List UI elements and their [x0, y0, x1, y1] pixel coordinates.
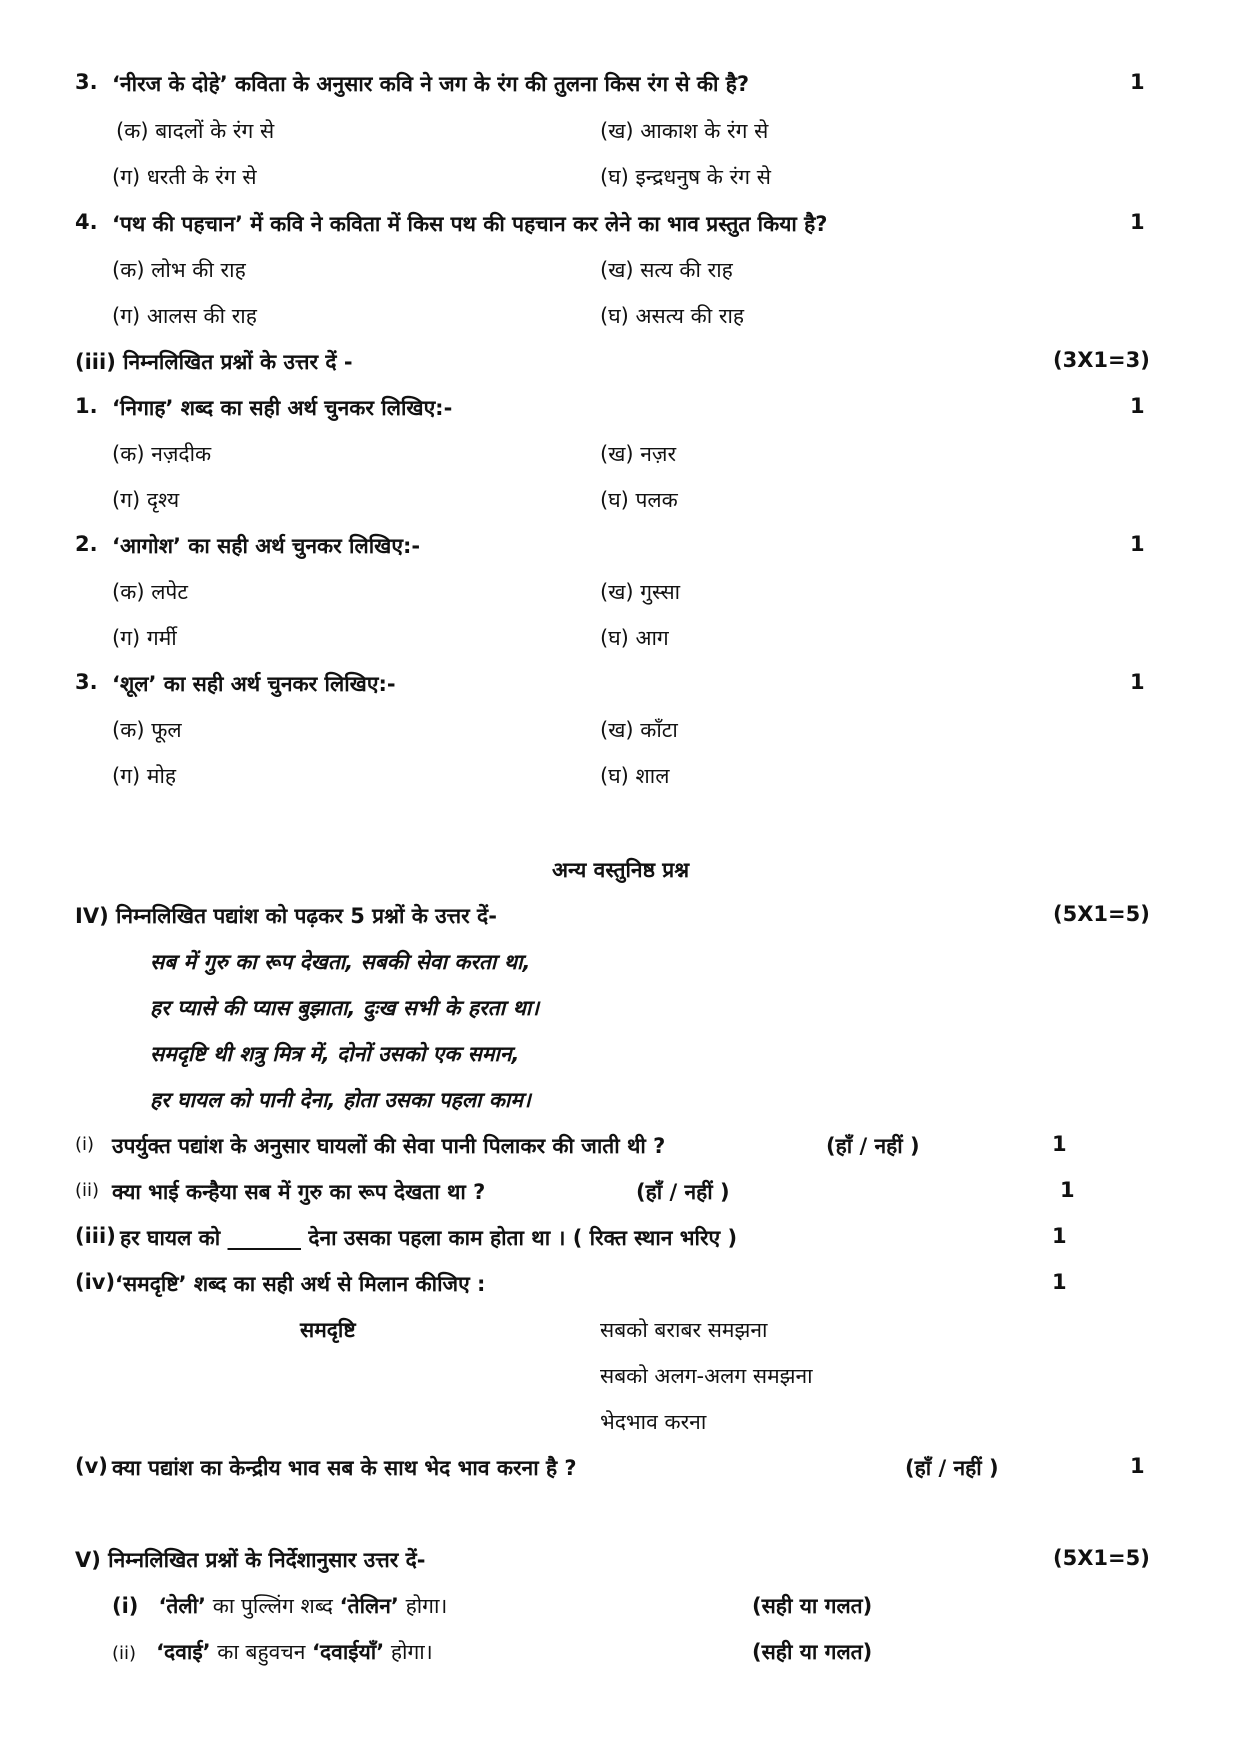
- question-marks: 1: [1052, 1270, 1067, 1294]
- question-text: ‘समदृष्टि’ शब्द का सही अर्थ से मिलान कीजिए :: [115, 1272, 486, 1296]
- section-iii-marks: (3X1=3): [1053, 348, 1150, 372]
- question-marks: 1: [1060, 1178, 1075, 1202]
- question-text: क्या पद्यांश का केन्द्रीय भाव सब के साथ भेद भाव करना है ?: [112, 1456, 577, 1480]
- option-kha: (ख) नज़र: [600, 442, 677, 466]
- question-number: 2.: [75, 532, 98, 556]
- statement-text: का पुल्लिंग शब्द: [206, 1594, 340, 1618]
- option-ka: (क) बादलों के रंग से: [116, 119, 275, 143]
- poem-line: सब में गुरु का रूप देखता, सबकी सेवा करता था,: [150, 950, 531, 974]
- question-number: (v): [75, 1454, 108, 1478]
- question-number: (ii): [112, 1643, 137, 1664]
- option-ga: (ग) आलस की राह: [112, 304, 257, 328]
- section-v-marks: (5X1=5): [1053, 1546, 1150, 1570]
- question-text: ‘शूल’ का सही अर्थ चुनकर लिखिए:-: [112, 672, 396, 696]
- quoted-word: ‘तेली’: [158, 1594, 207, 1618]
- section-iv-heading: IV) निम्नलिखित पद्यांश को पढ़कर 5 प्रश्नों के उत्तर दें-: [75, 904, 497, 928]
- question-marks: 1: [1130, 210, 1145, 234]
- option-ga: (ग) धरती के रंग से: [112, 165, 257, 189]
- option-ka: (क) लोभ की राह: [112, 258, 246, 282]
- question-text: क्या भाई कन्हैया सब में गुरु का रूप देखता था ?: [112, 1180, 486, 1204]
- option-ka: (क) फूल: [112, 718, 182, 742]
- question-number: 3.: [75, 70, 98, 94]
- true-false-item: [112, 1592, 447, 1620]
- question-number: 3.: [75, 670, 98, 694]
- match-option: सबको अलग-अलग समझना: [600, 1364, 813, 1388]
- section-v-heading: V) निम्नलिखित प्रश्नों के निर्देशानुसार उत्तर दें-: [75, 1548, 426, 1572]
- match-option: भेदभाव करना: [600, 1410, 707, 1434]
- option-ga: (ग) दृश्य: [112, 488, 180, 512]
- poem-line: हर प्यासे की प्यास बुझाता, दुःख सभी के हरता था।: [150, 996, 540, 1020]
- option-kha: (ख) काँटा: [600, 718, 678, 742]
- option-gha: (घ) आग: [600, 626, 669, 650]
- option-ga: (ग) मोह: [112, 764, 177, 788]
- question-marks: 1: [1130, 70, 1145, 94]
- match-option: सबको बराबर समझना: [600, 1318, 768, 1342]
- true-false-item: [112, 1638, 433, 1666]
- statement-text: का बहुवचन: [210, 1640, 313, 1664]
- option-gha: (घ) पलक: [600, 488, 678, 512]
- question-marks: 1: [1052, 1132, 1067, 1156]
- question-text: ‘आगोश’ का सही अर्थ चुनकर लिखिए:-: [112, 534, 421, 558]
- question-number: (i): [112, 1594, 139, 1618]
- quoted-word: ‘तेलिन’: [339, 1594, 399, 1618]
- question-text: ‘नीरज के दोहे’ कविता के अनुसार कवि ने जग के रंग की तुलना किस रंग से की है?: [112, 72, 750, 96]
- quoted-word: ‘दवाईयाँ’: [312, 1640, 385, 1664]
- option-kha: (ख) आकाश के रंग से: [600, 119, 769, 143]
- true-false-choice: (सही या गलत): [752, 1594, 873, 1618]
- section-iii-heading: (iii) निम्नलिखित प्रश्नों के उत्तर दें -: [75, 350, 353, 374]
- question-number: (iii): [75, 1224, 116, 1248]
- yes-no-choice: (हाँ / नहीं ): [826, 1134, 920, 1158]
- question-text: उपर्युक्त पद्यांश के अनुसार घायलों की सेवा पानी पिलाकर की जाती थी ?: [112, 1134, 666, 1158]
- question-number: 4.: [75, 210, 98, 234]
- question-marks: 1: [1130, 1454, 1145, 1478]
- option-gha: (घ) इन्द्रधनुष के रंग से: [600, 165, 771, 189]
- option-ka: (क) लपेट: [112, 580, 188, 604]
- fill-in-blank-question: हर घायल को _______ देना उसका पहला काम होता था । ( रिक्त स्थान भरिए ): [120, 1226, 738, 1250]
- section-title: अन्य वस्तुनिष्ठ प्रश्न: [551, 858, 690, 882]
- poem-line: समदृष्टि थी शत्रु मित्र में, दोनों उसको एक समान,: [150, 1042, 520, 1066]
- option-kha: (ख) गुस्सा: [600, 580, 681, 604]
- statement-end: होगा।: [398, 1594, 448, 1618]
- match-term: समदृष्टि: [300, 1318, 356, 1342]
- option-gha: (घ) शाल: [600, 764, 670, 788]
- quoted-word: ‘दवाई’: [156, 1640, 211, 1664]
- question-number: (ii): [75, 1180, 100, 1201]
- question-text: ‘पथ की पहचान’ में कवि ने कविता में किस पथ की पहचान कर लेने का भाव प्रस्तुत किया है?: [112, 212, 828, 236]
- option-kha: (ख) सत्य की राह: [600, 258, 733, 282]
- yes-no-choice: (हाँ / नहीं ): [636, 1180, 730, 1204]
- option-ga: (ग) गर्मी: [112, 626, 177, 650]
- question-marks: 1: [1130, 532, 1145, 556]
- question-number: (iv): [75, 1270, 116, 1294]
- question-marks: 1: [1130, 394, 1145, 418]
- poem-line: हर घायल को पानी देना, होता उसका पहला काम।: [150, 1088, 531, 1112]
- option-gha: (घ) असत्य की राह: [600, 304, 745, 328]
- option-ka: (क) नज़दीक: [112, 442, 212, 466]
- question-number: (i): [75, 1134, 95, 1155]
- question-number: 1.: [75, 394, 98, 418]
- yes-no-choice: (हाँ / नहीं ): [905, 1456, 999, 1480]
- question-marks: 1: [1130, 670, 1145, 694]
- statement-end: होगा।: [384, 1640, 433, 1664]
- section-iv-marks: (5X1=5): [1053, 902, 1150, 926]
- true-false-choice: (सही या गलत): [752, 1640, 873, 1664]
- question-marks: 1: [1052, 1224, 1067, 1248]
- question-text: ‘निगाह’ शब्द का सही अर्थ चुनकर लिखिए:-: [112, 396, 453, 420]
